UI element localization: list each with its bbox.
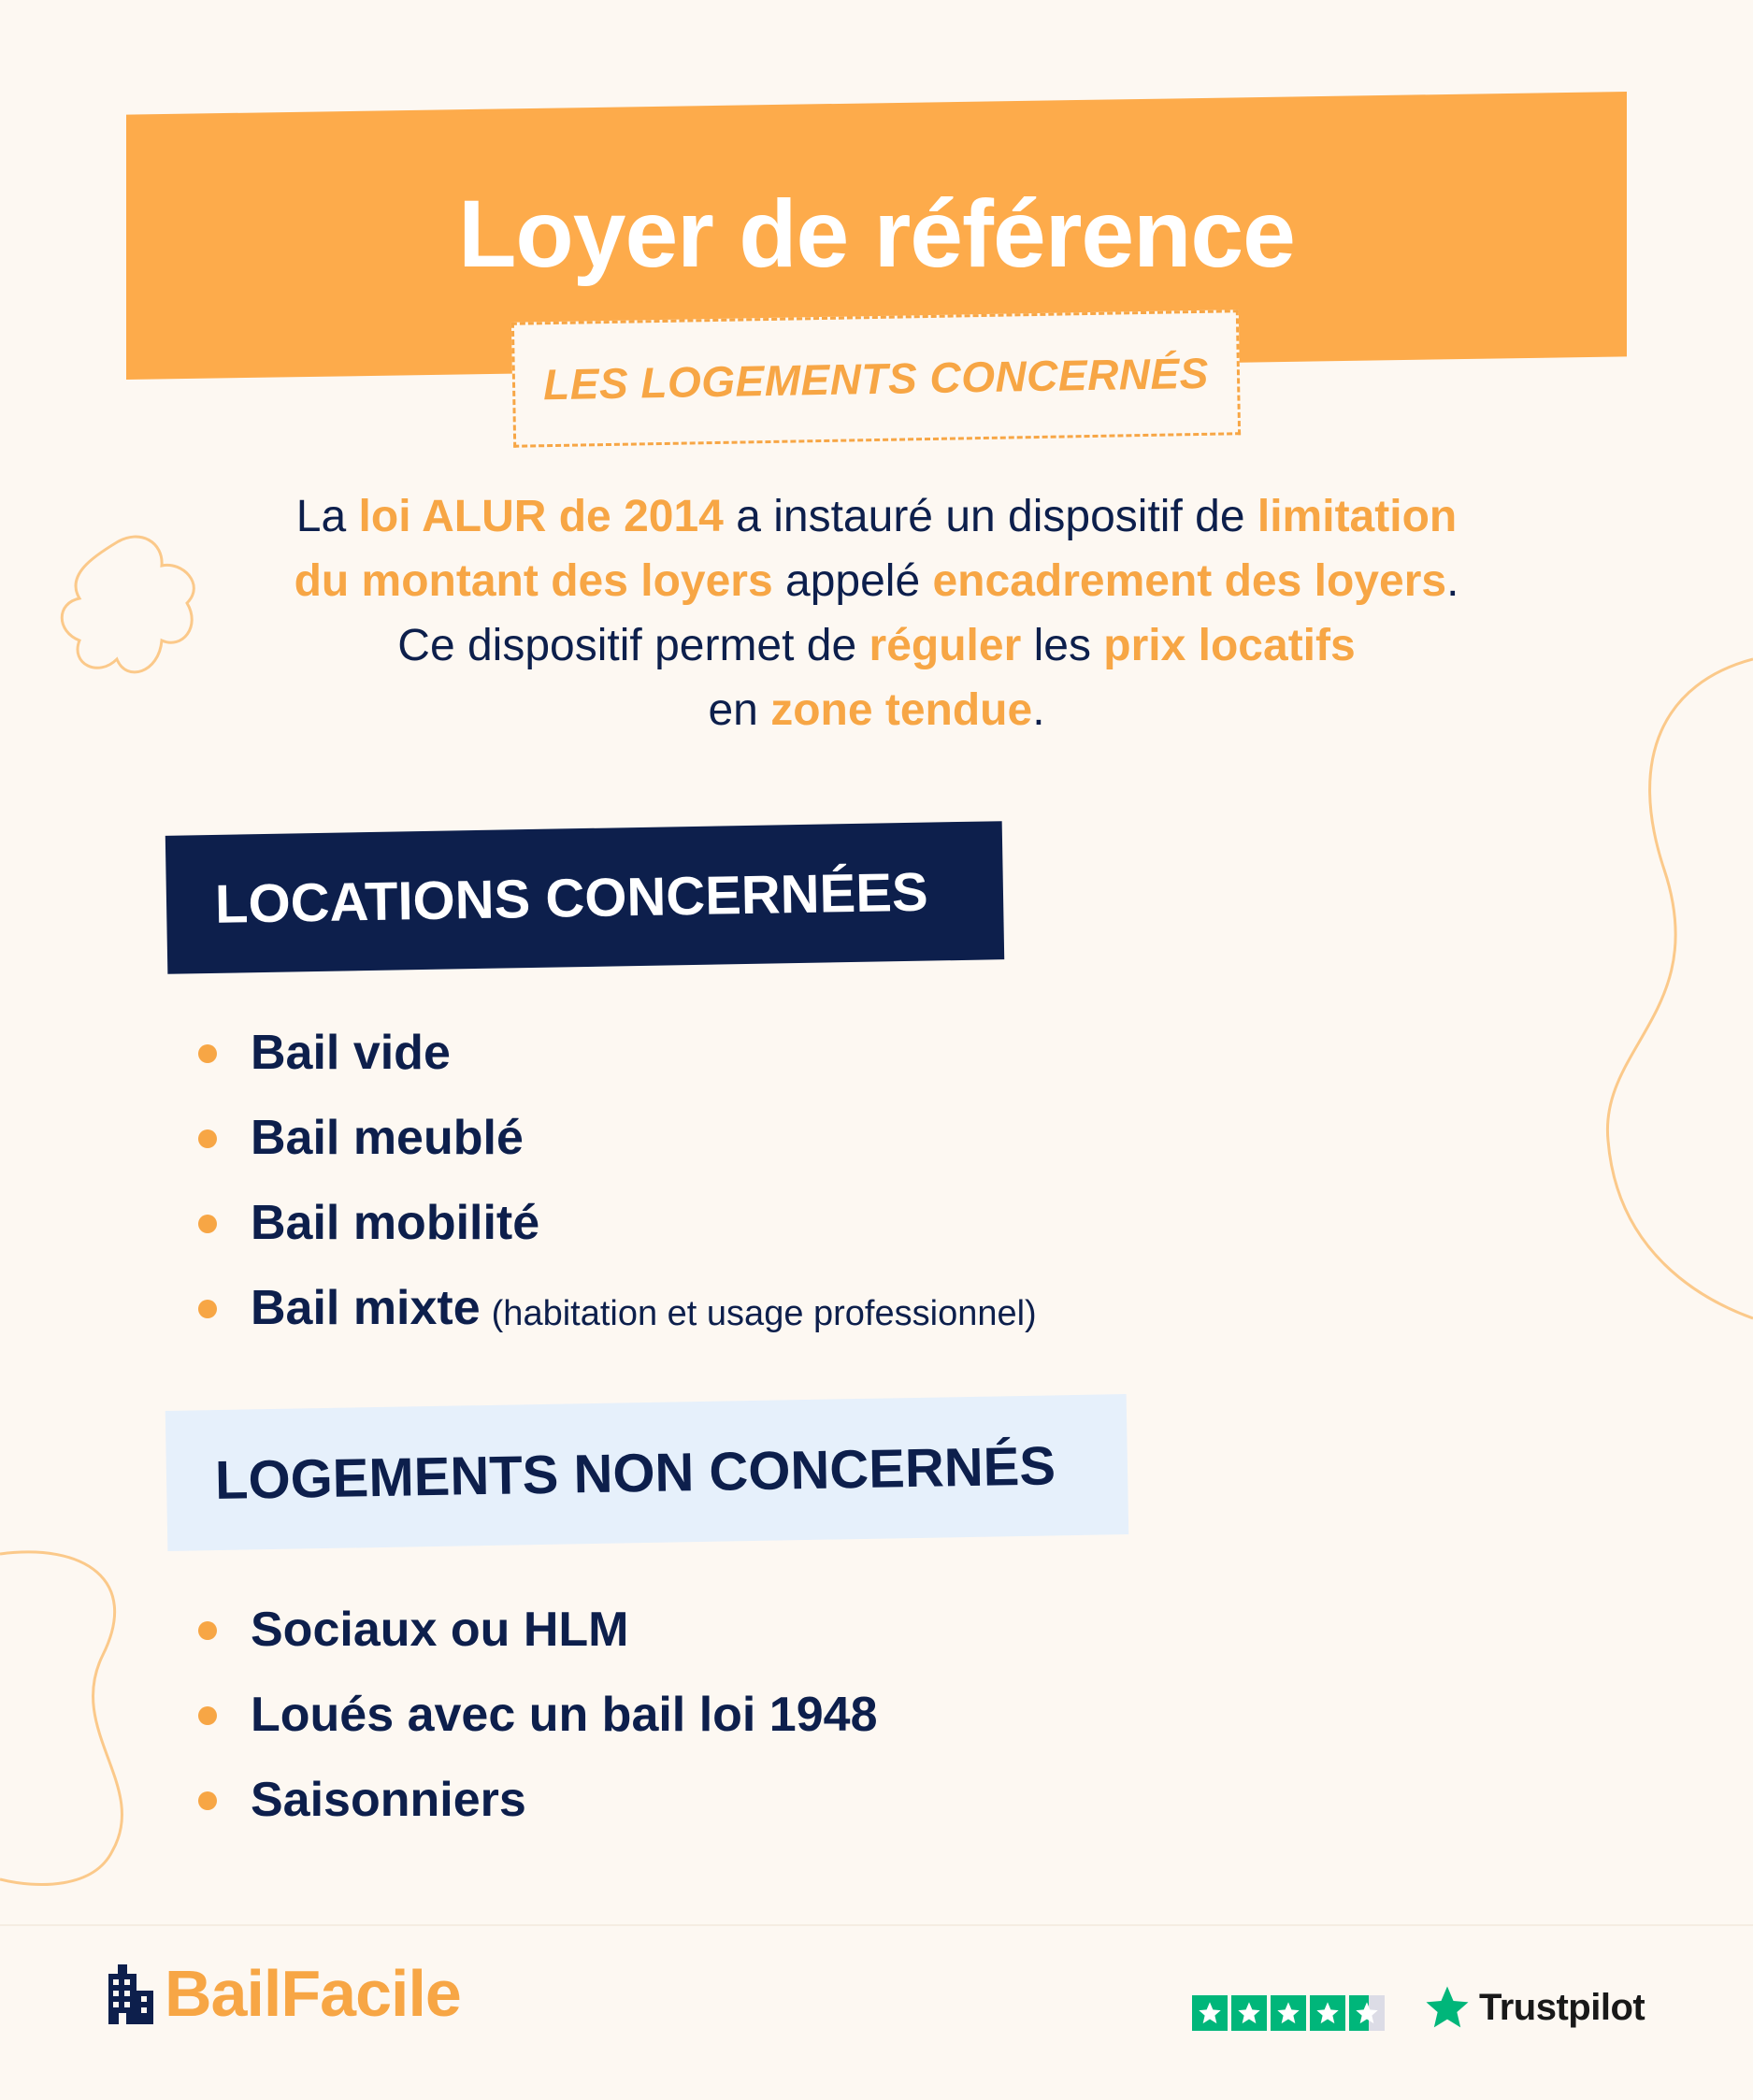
- page-title: Loyer de référence: [458, 180, 1295, 287]
- intro-highlight: du montant des loyers: [294, 556, 773, 606]
- item-label: Bail mixte: [251, 1280, 481, 1335]
- intro-highlight: limitation: [1257, 492, 1458, 541]
- not-concerned-heading: LOGEMENTS NON CONCERNÉS: [214, 1434, 1056, 1511]
- bullet-icon: [198, 1621, 217, 1640]
- concerned-heading-box: [165, 821, 1004, 974]
- intro-text: appelé: [772, 556, 933, 606]
- bullet-icon: [198, 1706, 217, 1725]
- intro-text: en: [708, 685, 771, 735]
- item-note: (habitation et usage professionnel): [491, 1294, 1037, 1333]
- intro-highlight: prix locatifs: [1103, 621, 1356, 670]
- list-item: [192, 1010, 1037, 1095]
- trustpilot-star-icon: [1421, 1982, 1473, 2033]
- intro-highlight: loi ALUR de 2014: [358, 492, 724, 541]
- decorative-wave-right: [1589, 654, 1753, 1328]
- not-concerned-list: [192, 1587, 878, 1842]
- intro-text: a instauré un dispositif de: [723, 492, 1257, 541]
- trustpilot-logo[interactable]: [1421, 1982, 1645, 2033]
- item-label: Bail meublé: [251, 1110, 524, 1165]
- list-item: [192, 1095, 1037, 1180]
- intro-text: les: [1021, 621, 1104, 670]
- item-label: Saisonniers: [251, 1772, 526, 1827]
- half-star-icon: [1349, 1995, 1385, 2031]
- item-label: Bail mobilité: [251, 1195, 540, 1250]
- building-icon: [105, 1963, 155, 2024]
- item-label: Bail vide: [251, 1025, 451, 1080]
- list-item: [192, 1180, 1037, 1265]
- page-subtitle: LES LOGEMENTS CONCERNÉS: [542, 348, 1210, 410]
- star-icon: [1231, 1995, 1267, 2031]
- trustpilot-label: Trustpilot: [1479, 1986, 1645, 2028]
- bullet-icon: [198, 1044, 217, 1063]
- bullet-icon: [198, 1215, 217, 1233]
- intro-text: .: [1032, 685, 1045, 735]
- intro-highlight: encadrement des loyers: [932, 556, 1447, 606]
- intro-text: .: [1446, 556, 1459, 606]
- concerned-heading: LOCATIONS CONCERNÉES: [214, 861, 929, 935]
- item-label: Sociaux ou HLM: [251, 1602, 629, 1657]
- intro-paragraph: [187, 484, 1566, 742]
- rating-stars: [1192, 1995, 1385, 2031]
- star-icon: [1271, 1995, 1306, 2031]
- list-item: [192, 1672, 878, 1757]
- star-icon: [1310, 1995, 1345, 2031]
- bullet-icon: [198, 1791, 217, 1810]
- list-item: [192, 1265, 1037, 1350]
- decorative-wave-left: [0, 1543, 140, 1898]
- bullet-icon: [198, 1300, 217, 1318]
- list-item: [192, 1587, 878, 1672]
- intro-text: Ce dispositif permet de: [397, 621, 869, 670]
- intro-highlight: zone tendue: [770, 685, 1033, 735]
- brand-name: BailFacile: [165, 1957, 461, 2030]
- concerned-list: [192, 1010, 1037, 1350]
- brand-logo[interactable]: [105, 1956, 461, 2031]
- star-icon: [1192, 1995, 1228, 2031]
- bullet-icon: [198, 1129, 217, 1148]
- subtitle-box: [511, 309, 1241, 448]
- list-item: [192, 1757, 878, 1842]
- intro-highlight: réguler: [869, 621, 1022, 670]
- item-label: Loués avec un bail loi 1948: [251, 1687, 878, 1742]
- intro-text: La: [295, 492, 359, 541]
- not-concerned-heading-box: [165, 1394, 1128, 1551]
